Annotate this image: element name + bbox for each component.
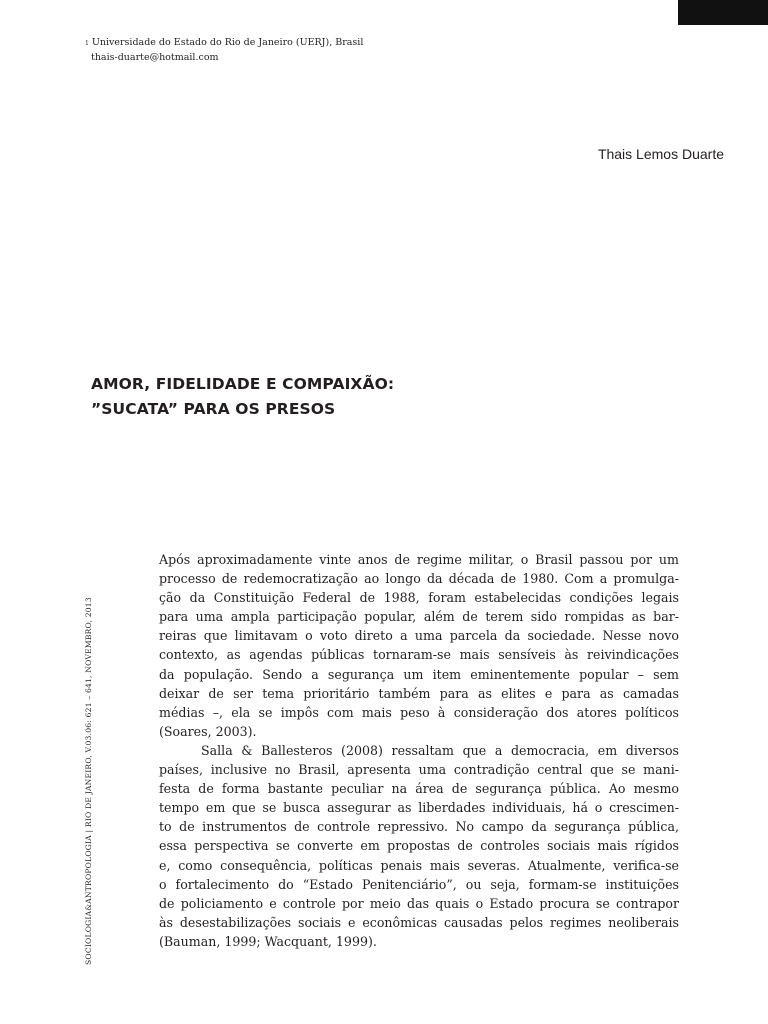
body-line: às desestabilizações sociais e econômicas causadas pelos regimes neoliberais: [159, 914, 679, 930]
author-email: thais-duarte@hotmail.com: [91, 52, 219, 63]
body-line: festa de forma bastante peculiar na área de segurança pública. Ao mesmo: [159, 781, 679, 797]
body-line: o fortalecimento do “Estado Penitenciário”, ou seja, formam-se instituições: [159, 876, 679, 892]
article-title: [91, 372, 394, 422]
article-body: [159, 550, 679, 951]
body-line: deixar de ser tema prioritário também para as elites e para as camadas: [159, 685, 679, 701]
body-line: e, como consequência, políticas penais mais severas. Atualmente, verifica-se: [159, 857, 679, 873]
body-line: to de instrumentos de controle repressivo. No campo da segurança pública,: [159, 819, 679, 835]
article-title-line-2: ”SUCATA” PARA OS PRESOS: [91, 400, 336, 418]
body-line: essa perspectiva se converte em propostas de controles sociais mais rígidos: [159, 838, 679, 854]
article-title-line-1: AMOR, FIDELIDADE E COMPAIXÃO:: [91, 375, 395, 393]
body-line: países, inclusive no Brasil, apresenta uma contradição central que se mani-: [159, 762, 679, 778]
affiliation-institution-line: [85, 35, 363, 50]
body-line: médias –, ela se impôs com mais peso à consideração dos atores políticos: [159, 704, 679, 720]
body-line: Salla & Ballesteros (2008) ressaltam que a democracia, em diversos: [201, 742, 679, 758]
body-line: Após aproximadamente vinte anos de regime militar, o Brasil passou por um: [159, 552, 679, 567]
corner-block: [678, 0, 768, 25]
body-line: de policiamento e controle por meio das quais o Estado procura se contrapor: [159, 895, 679, 911]
body-line: reiras que limitavam o voto direto a uma parcela da sociedade. Nesse novo: [159, 628, 679, 644]
body-line: para uma ampla participação popular, além de terem sido rompidas as bar-: [159, 609, 679, 625]
body-line: contexto, as agendas públicas tornaram-se mais sensíveis às reivindicações: [159, 647, 679, 663]
body-line: (Soares, 2003).: [159, 723, 257, 739]
footnote-marker: 1: [85, 40, 89, 47]
body-line: ção da Constituição Federal de 1988, foram estabelecidas condições legais: [159, 590, 679, 606]
affiliation-institution: Universidade do Estado do Rio de Janeiro (UERJ), Brasil: [91, 37, 364, 48]
body-line: processo de redemocratização ao longo da década de 1980. Com a promulga-: [159, 571, 679, 587]
body-line: (Bauman, 1999; Wacquant, 1999).: [159, 933, 377, 949]
body-line: da população. Sendo a segurança um item eminentemente popular – sem: [159, 666, 679, 682]
body-line: tempo em que se busca assegurar as liberdades individuais, há o crescimen-: [159, 800, 679, 816]
running-header: SOCIOLOGIA&ANTROPOLOGIA | RIO DE JANEIRO, V.03.06: 621 – 641, NOVEMBRO, 2013: [84, 597, 93, 965]
author-name: Thais Lemos Duarte: [597, 146, 724, 162]
author-affiliation: [85, 35, 363, 65]
